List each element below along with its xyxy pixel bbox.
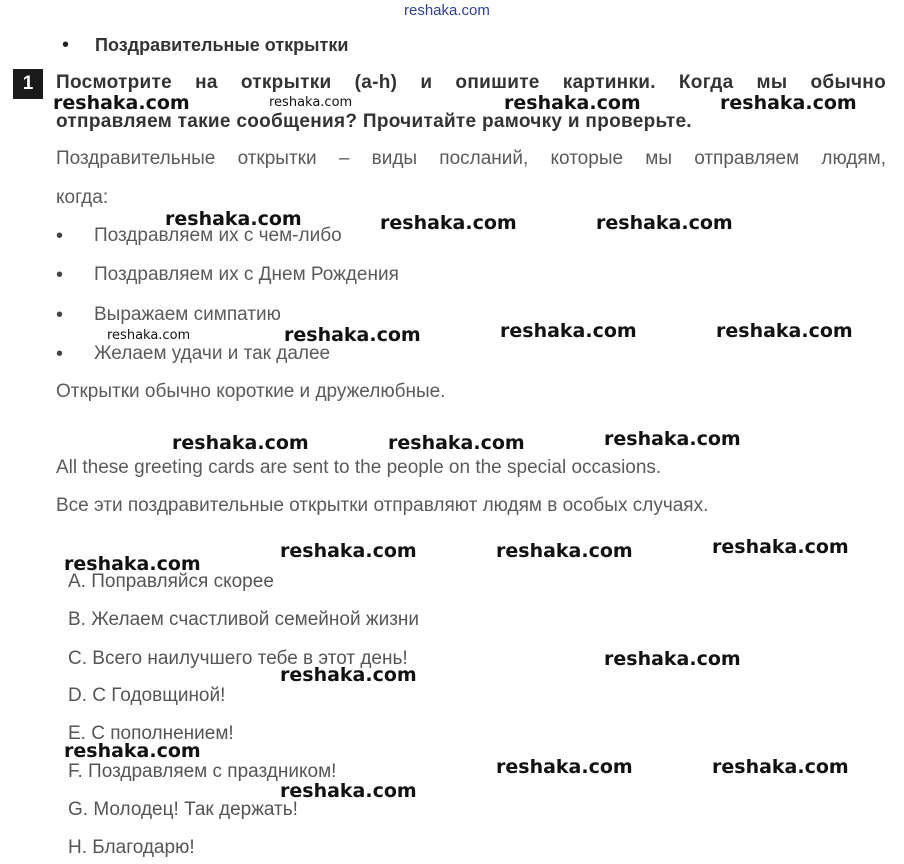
watermark: reshaka.com <box>53 92 190 114</box>
watermark: reshaka.com <box>280 780 417 802</box>
list-item: Выражаем симпатию <box>94 304 281 325</box>
russian-sentence: Все эти поздравительные открытки отправляют людям в особых случаях. <box>56 495 709 516</box>
list-item: Желаем удачи и так далее <box>94 343 331 364</box>
list-item: Поздравляем их с чем-либо <box>94 225 342 246</box>
watermark: reshaka.com <box>604 648 741 670</box>
watermark: reshaka.com <box>712 536 849 558</box>
bullet-icon: • <box>56 264 64 286</box>
watermark: reshaka.com <box>284 324 421 346</box>
task-line-2: отправляем такие сообщения? Прочитайте рамочку и проверьте. <box>56 111 692 132</box>
watermark: reshaka.com <box>172 432 309 454</box>
section-heading: Поздравительные открытки <box>95 35 349 55</box>
watermark: reshaka.com <box>388 432 525 454</box>
summary-text: Открытки обычно короткие и дружелюбные. <box>56 381 446 402</box>
bullet-icon: • <box>56 343 64 365</box>
watermark: reshaka.com <box>280 540 417 562</box>
option-a: А. Поправляйся скорее <box>68 571 274 592</box>
option-e: Е. С пополнением! <box>68 723 234 744</box>
exercise-number: 1 <box>13 69 43 99</box>
option-c: С. Всего наилучшего тебе в этот день! <box>68 648 408 669</box>
task-line-1: Посмотрите на открытки (a-h) и опишите картинки. Когда мы обычно <box>56 72 886 93</box>
top-watermark: reshaka.com <box>404 2 490 19</box>
watermark: reshaka.com <box>596 212 733 234</box>
watermark: reshaka.com <box>107 328 191 343</box>
watermark: reshaka.com <box>604 428 741 450</box>
option-g: G. Молодец! Так держать! <box>68 799 298 820</box>
bullet-icon: • <box>56 304 64 326</box>
watermark: reshaka.com <box>716 320 853 342</box>
watermark: reshaka.com <box>720 92 857 114</box>
watermark: reshaka.com <box>165 208 302 230</box>
bullet-icon: • <box>56 225 64 247</box>
option-f: F. Поздравляем с праздником! <box>68 761 337 782</box>
watermark: reshaka.com <box>496 540 633 562</box>
bullet-icon: • <box>62 34 70 56</box>
watermark: reshaka.com <box>380 212 517 234</box>
intro-line-1: Поздравительные открытки – виды посланий, которые мы отправляем людям, <box>56 148 886 169</box>
list-item: Поздравляем их с Днем Рождения <box>94 264 399 285</box>
watermark: reshaka.com <box>500 320 637 342</box>
watermark: reshaka.com <box>712 756 849 778</box>
option-d: D. С Годовщиной! <box>68 685 226 706</box>
option-b: В. Желаем счастливой семейной жизни <box>68 609 420 630</box>
intro-line-2: когда: <box>56 187 109 208</box>
watermark: reshaka.com <box>504 92 641 114</box>
watermark: reshaka.com <box>64 740 201 762</box>
watermark: reshaka.com <box>269 95 353 110</box>
english-sentence: All these greeting cards are sent to the people on the special occasions. <box>56 457 662 478</box>
watermark: reshaka.com <box>64 553 201 575</box>
watermark: reshaka.com <box>496 756 633 778</box>
watermark: reshaka.com <box>280 664 417 686</box>
option-h: Н. Благодарю! <box>68 837 195 858</box>
